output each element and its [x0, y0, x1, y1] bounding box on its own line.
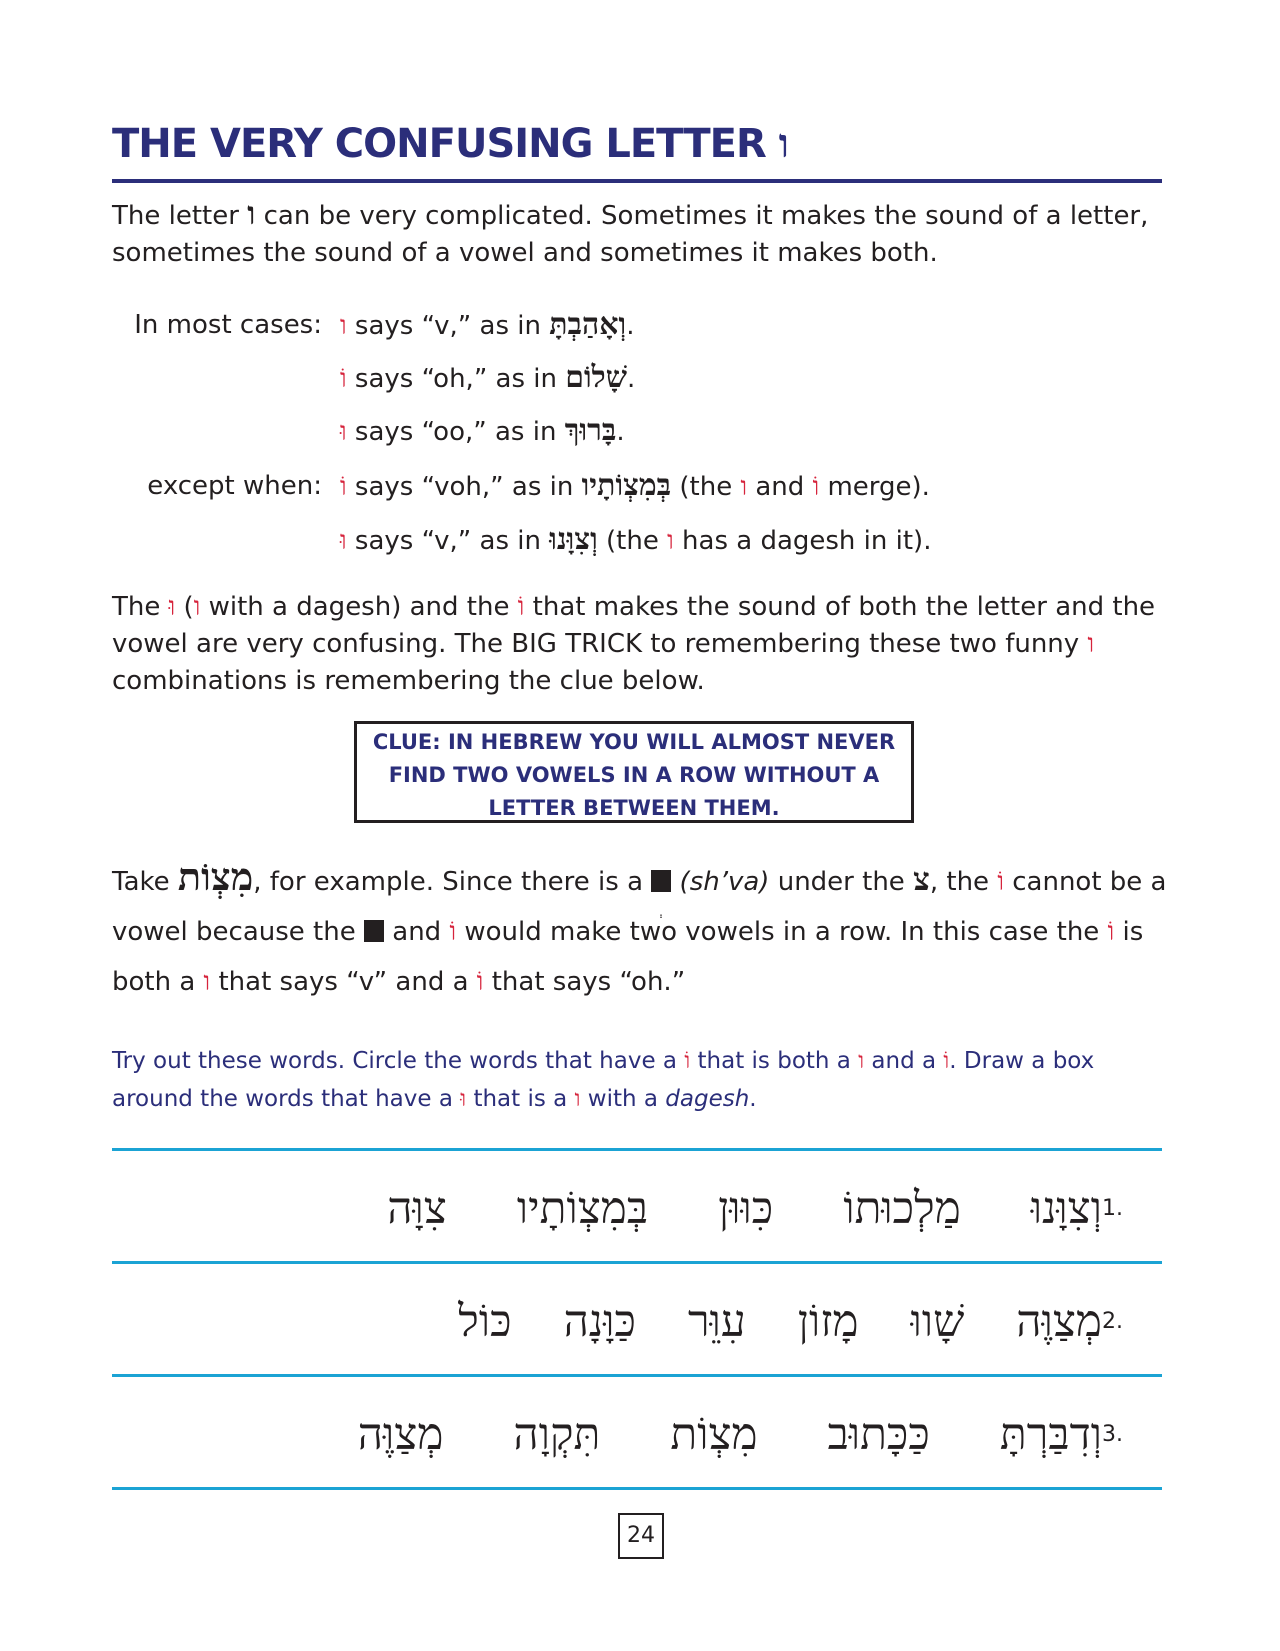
- instr-d: . Draw a box around the words that have a: [112, 1048, 1095, 1112]
- clue-line: LETTER BETWEEN THEM.: [488, 796, 780, 820]
- para3-g: would make two vowels in a row. In this case the: [464, 917, 1100, 947]
- vav-glyph: ו: [193, 592, 201, 622]
- vav-glyph: ו: [858, 1048, 865, 1074]
- para3-h: is both a: [112, 917, 1144, 997]
- rule-2-text: says “oh,” as in: [354, 364, 558, 394]
- clue-box: [354, 721, 914, 823]
- row-divider: [112, 1261, 1162, 1264]
- rule-label-most-cases: In most cases:: [134, 310, 322, 340]
- para3-f: and: [392, 917, 442, 947]
- hebrew-word: בָּרוּךְ: [564, 413, 617, 448]
- page-title: [112, 118, 788, 170]
- vav-glyph: ו: [740, 472, 748, 502]
- hebrew-word[interactable]: עִוֵּר: [688, 1295, 746, 1347]
- exercise-row-2: [112, 1266, 1142, 1376]
- row-number: 1.: [1102, 1195, 1123, 1221]
- hebrew-word: וְאָהַבְתָּ: [549, 307, 627, 342]
- rule-5-text: says “v,” as in: [354, 526, 541, 556]
- example-paragraph: [112, 852, 1172, 1007]
- para2-a: The: [112, 592, 161, 622]
- instr-h: .: [749, 1086, 757, 1112]
- vav-holam-glyph: וֹ: [684, 1048, 691, 1074]
- vav-glyph: ו: [574, 1086, 581, 1112]
- rule-label-except: except when:: [147, 471, 322, 501]
- shva-label: (sh’va): [679, 867, 770, 897]
- para3-a: Take: [112, 867, 170, 897]
- hebrew-word[interactable]: מְצַוֶּה: [357, 1408, 444, 1460]
- vav-shuruk-glyph: וּ: [340, 526, 347, 556]
- title-vav-glyph: ו: [778, 120, 788, 167]
- row-divider: [112, 1374, 1162, 1377]
- vav-glyph: ו: [1087, 629, 1095, 659]
- vav-glyph: ו: [247, 194, 256, 232]
- vav-glyph: ו: [340, 311, 347, 341]
- rule-4-text-a: (the: [679, 472, 733, 502]
- para3-d: , the: [929, 867, 990, 897]
- hebrew-word[interactable]: כַּכָּתוּב: [827, 1408, 930, 1460]
- instr-a: Try out these words. Circle the words that have a: [112, 1048, 677, 1074]
- vav-shuruk-glyph: וּ: [460, 1086, 467, 1112]
- rule-4-text-c: merge).: [827, 472, 930, 502]
- rule-1-text: says “v,” as in: [354, 311, 541, 341]
- row-divider: [112, 1487, 1162, 1490]
- rule-4: [340, 466, 930, 507]
- rule-3: וּ says “oo,” as in בָּרוּךְ.: [340, 413, 625, 448]
- page-number: 24: [618, 1513, 664, 1559]
- para2-e: combinations is remembering the clue below.: [112, 666, 705, 696]
- para2-b: (: [183, 592, 194, 622]
- row-divider: [112, 1148, 1162, 1151]
- clue-line: FIND TWO VOWELS IN A ROW WITHOUT A: [388, 763, 880, 787]
- rule-4-text-b: and: [755, 472, 805, 502]
- intro-text-start: The letter: [112, 201, 239, 231]
- intro-paragraph: [112, 195, 1172, 272]
- instr-c: and a: [871, 1048, 937, 1074]
- hebrew-word[interactable]: וְצִוָּנוּ: [1030, 1182, 1102, 1234]
- instr-e: that is a: [473, 1086, 568, 1112]
- rule-4-text: says “voh,” as in: [354, 472, 574, 502]
- hebrew-word-mitzvot: מִצְוֹת: [177, 854, 254, 899]
- hebrew-word[interactable]: מְצַוֶּה: [1016, 1295, 1102, 1347]
- hebrew-word[interactable]: מַלְכוּתוֹ: [843, 1182, 961, 1234]
- hebrew-word[interactable]: צִוָּה: [387, 1182, 447, 1234]
- explanation-paragraph: [112, 589, 1172, 700]
- rule-5-text-b: has a dagesh in it).: [682, 526, 932, 556]
- row-number: 3.: [1102, 1421, 1123, 1447]
- instr-f: with a: [587, 1086, 658, 1112]
- exercise-row-1: [112, 1153, 1142, 1263]
- vav-holam-glyph: וֹ: [812, 472, 820, 502]
- hebrew-word: בְּמִצְוֹתָיו: [581, 468, 672, 503]
- vav-holam-glyph: וֹ: [340, 364, 347, 394]
- exercise-row-3: [112, 1379, 1142, 1489]
- title-underline: [112, 179, 1162, 183]
- rule-3-text: says “oo,” as in: [354, 417, 557, 447]
- para2-d: that makes the sound of both the letter and the vowel are very confusing. The BIG TRICK to remembering these two funny: [112, 592, 1156, 659]
- instr-b: that is both a: [697, 1048, 851, 1074]
- hebrew-word: וְצִוָּנוּ: [549, 522, 598, 557]
- tzadi-glyph: צ: [913, 860, 930, 898]
- vav-holam-glyph: וֹ: [340, 472, 347, 502]
- para3-c: under the: [777, 867, 905, 897]
- vav-holam-glyph: וֹ: [476, 967, 484, 997]
- vav-glyph: ו: [203, 967, 211, 997]
- vav-holam-glyph: וֹ: [1107, 917, 1115, 947]
- hebrew-word[interactable]: תִּקְוָה: [513, 1408, 601, 1460]
- vav-glyph: ו: [667, 526, 674, 556]
- hebrew-word[interactable]: שָׁווּ: [910, 1295, 965, 1347]
- para3-e: cannot be a vowel because the: [112, 867, 1167, 947]
- hebrew-word[interactable]: מָזוֹן: [797, 1295, 859, 1347]
- rule-1: ו says “v,” as in וְאָהַבְתָּ.: [340, 307, 635, 342]
- page-title-text: THE VERY CONFUSING LETTER: [112, 121, 766, 167]
- para3-j: that says “oh.”: [491, 967, 686, 997]
- instr-dagesh: dagesh: [665, 1086, 750, 1112]
- rule-5-text-a: (the: [606, 526, 659, 556]
- para2-c: with a dagesh) and the: [208, 592, 510, 622]
- row-number: 2.: [1102, 1308, 1123, 1334]
- exercise-instructions: [112, 1042, 1182, 1118]
- intro-text-end: can be very complicated. Sometimes it makes the sound of a letter, sometimes the sound of a vowel and sometimes it makes both.: [112, 201, 1149, 268]
- vav-holam-glyph: וֹ: [517, 592, 525, 622]
- hebrew-word: שָׁלוֹם: [565, 360, 627, 395]
- hebrew-word[interactable]: כִּוּוּן: [718, 1182, 774, 1234]
- para3-b: , for example. Since there is a: [253, 867, 644, 897]
- para3-i: that says “v” and a: [218, 967, 469, 997]
- shva-icon: [364, 920, 384, 942]
- hebrew-word[interactable]: מִצְוֹת: [670, 1408, 758, 1460]
- vav-shuruk-glyph: וּ: [168, 592, 176, 622]
- vav-shuruk-glyph: וּ: [340, 417, 347, 447]
- vav-holam-glyph: וֹ: [449, 917, 457, 947]
- clue-line: CLUE: IN HEBREW YOU WILL ALMOST NEVER: [372, 730, 896, 754]
- hebrew-word[interactable]: בְּמִצְוֹתָיו: [516, 1182, 649, 1234]
- vav-holam-glyph: וֹ: [997, 867, 1004, 897]
- hebrew-word[interactable]: כּוֹל: [458, 1295, 512, 1347]
- shva-icon: [651, 870, 671, 892]
- hebrew-word[interactable]: כַּוָּנָה: [563, 1295, 637, 1347]
- hebrew-word[interactable]: וְדִבַּרְתָּ: [999, 1408, 1102, 1460]
- rule-5: [340, 520, 931, 561]
- rule-2: וֹ says “oh,” as in שָׁלוֹם.: [340, 360, 636, 395]
- vav-holam-glyph: וֹ: [943, 1048, 950, 1074]
